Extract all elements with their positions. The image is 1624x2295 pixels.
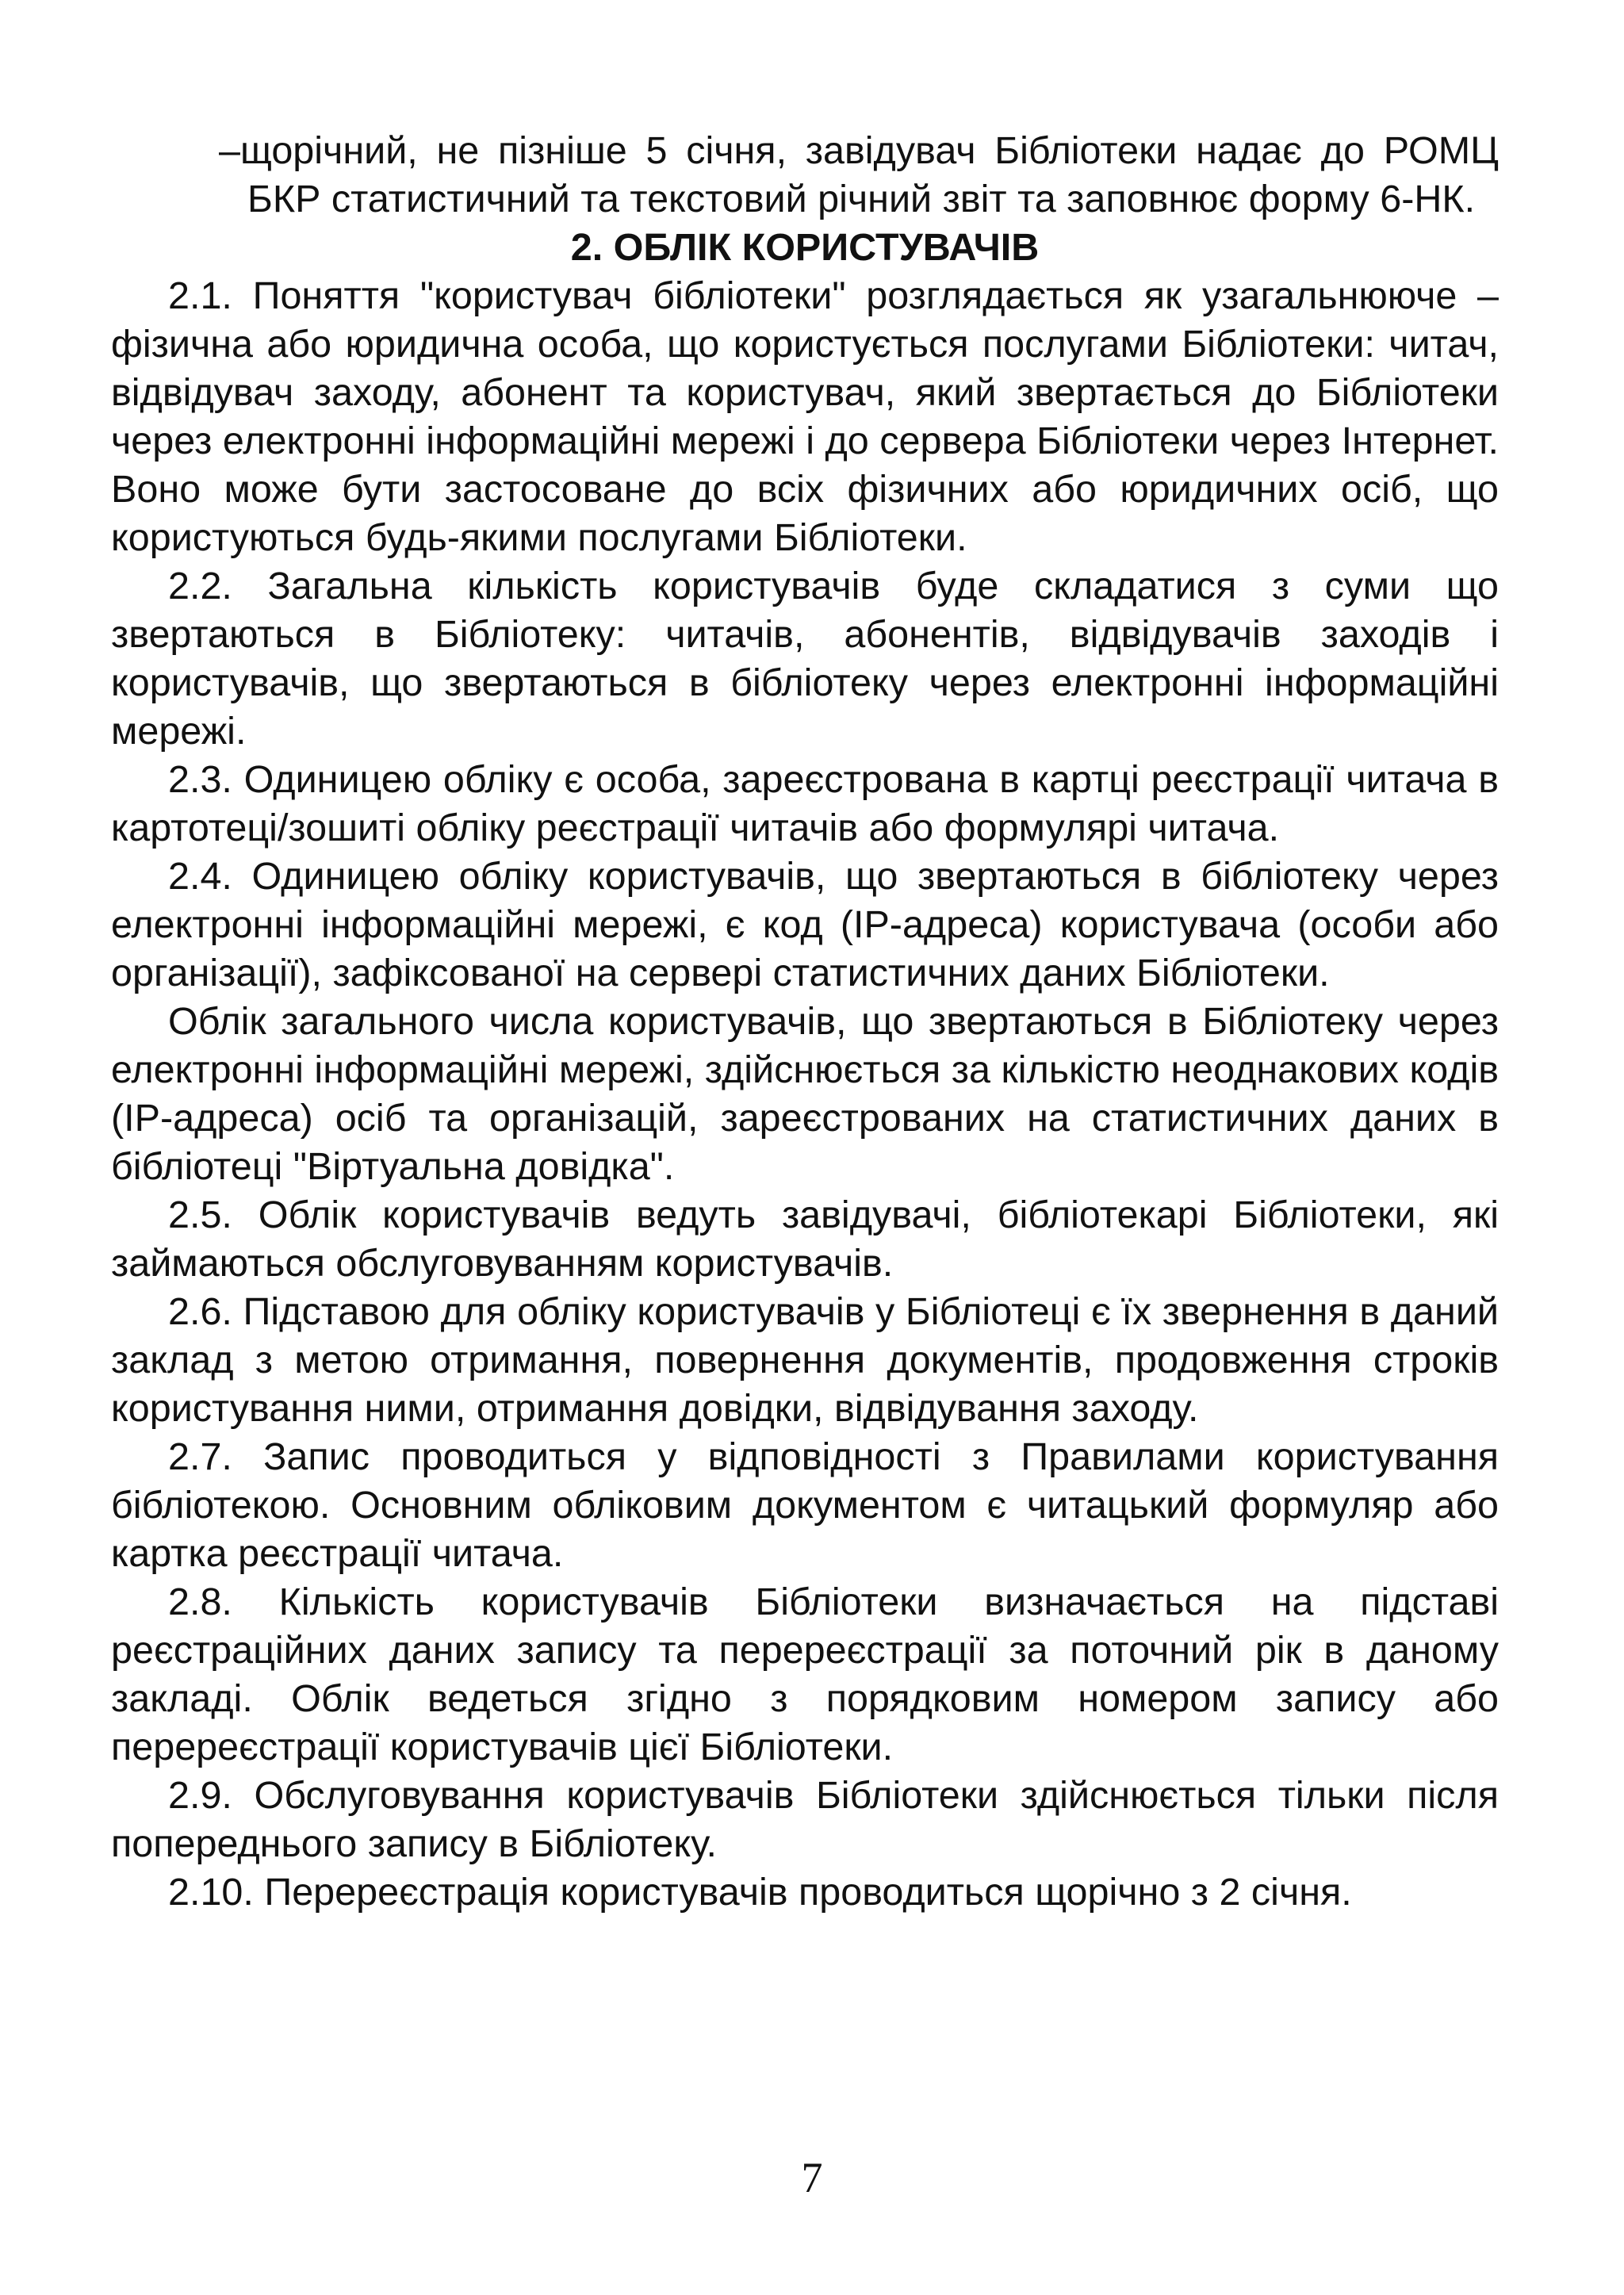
bullet-item-annual-report: –щорічний, не пізніше 5 січня, завідувач Бібліотеки надає до РОМЦ БКР статистичний та текстовий річний звіт та заповнює форму 6-НК.: [219, 129, 1499, 220]
paragraph-2-1: 2.1. Поняття "користувач бібліотеки" розглядається як узагальнююче – фізична або юридична особа, що користується послугами Бібліотеки: читач, відвідувач заходу, абонент та користувач, який звертається до Бібліотеки через електронні інформаційні мережі і до сервера Бібліотеки через Інтернет. Воно може бути застосоване до всіх фізичних або юридичних осіб, що користуються будь-якими послугами Бібліотеки.: [111, 274, 1499, 559]
paragraph-2-7: 2.7. Запис проводиться у відповідності з Правилами користування бібліотекою. Основним обліковим документом є читацький формуляр або картка реєстрації читача.: [111, 1435, 1499, 1575]
paragraph-2-8: 2.8. Кількість користувачів Бібліотеки визначається на підставі реєстраційних даних запису та перереєстрації за поточний рік в даному закладі. Облік ведеться згідно з порядковим номером запису або перереєстрації користувачів цієї Бібліотеки.: [111, 1580, 1499, 1768]
section-heading: 2. ОБЛІК КОРИСТУВАЧІВ: [570, 226, 1040, 269]
paragraph-2-4-continued: Облік загального числа користувачів, що звертаються в Бібліотеку через електронні інформаційні мережі, здійснюється за кількістю неоднакових кодів (IP-адреса) осіб та організацій, зареєстрованих на статистичних даних в бібліотеці "Віртуальна довідка".: [111, 1000, 1499, 1188]
paragraph-2-2: 2.2. Загальна кількість користувачів буде складатися з суми що звертаються в Бібліотеку: читачів, абонентів, відвідувачів заходів і користувачів, що звертаються в бібліотеку через електронні інформаційні мережі.: [111, 565, 1499, 753]
page-number: 7: [801, 2154, 823, 2201]
paragraph-2-3: 2.3. Одиницею обліку є особа, зареєстрована в картці реєстрації читача в картотеці/зошиті обліку реєстрації читачів або формулярі читача.: [111, 758, 1499, 849]
paragraph-2-9: 2.9. Обслуговування користувачів Бібліотеки здійснюється тільки після попереднього запису в Бібліотеку.: [111, 1774, 1499, 1865]
document-page: [111, 127, 1499, 1917]
paragraph-2-5: 2.5. Облік користувачів ведуть завідувачі, бібліотекарі Бібліотеки, які займаються обслуговуванням користувачів.: [111, 1193, 1499, 1285]
paragraph-2-6: 2.6. Підставою для обліку користувачів у Бібліотеці є їх звернення в даний заклад з метою отримання, повернення документів, продовження строків користування ними, отримання довідки, відвідування заходу.: [111, 1290, 1499, 1430]
paragraph-2-4: 2.4. Одиницею обліку користувачів, що звертаються в бібліотеку через електронні інформаційні мережі, є код (IP-адреса) користувача (особи або організації), зафіксованої на сервері статистичних даних Бібліотеки.: [111, 855, 1499, 994]
paragraph-2-10: 2.10. Перереєстрація користувачів проводиться щорічно з 2 січня.: [168, 1871, 1352, 1914]
